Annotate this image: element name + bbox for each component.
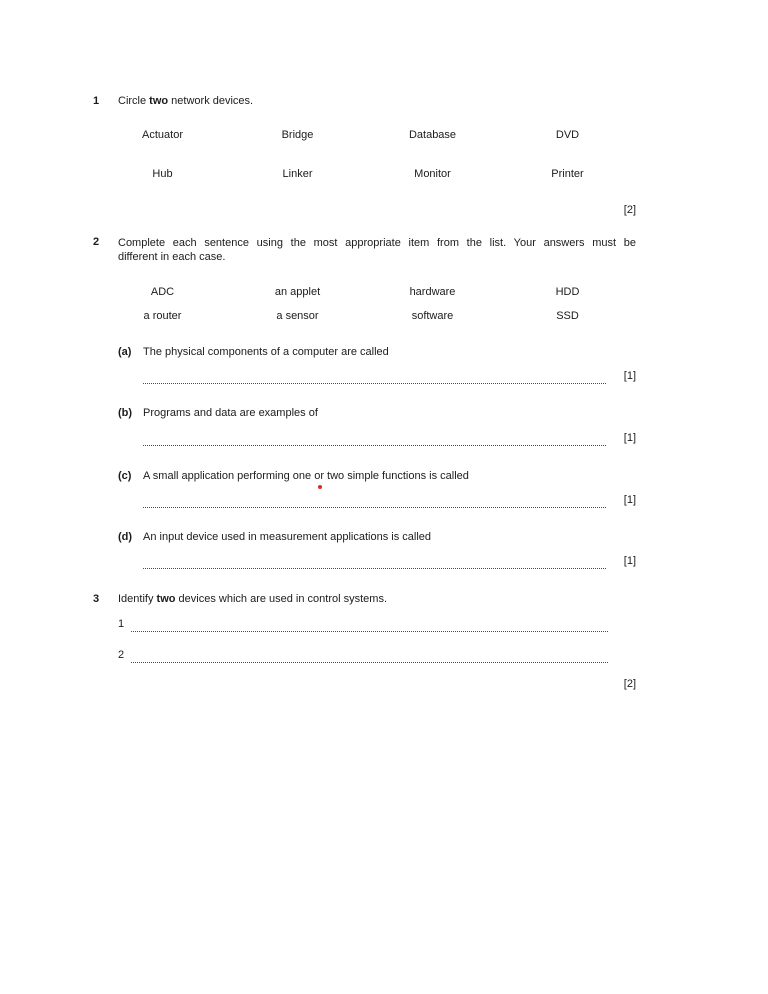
option-item: Linker xyxy=(282,168,313,180)
list-item: hardware xyxy=(409,286,456,298)
question-2a-marks-badge: [1] xyxy=(623,370,636,382)
question-2a-prompt xyxy=(118,346,638,359)
question-2-prompt xyxy=(93,236,636,264)
list-item: SSD xyxy=(556,310,579,322)
question-1-number: 1 xyxy=(93,95,100,107)
list-item: software xyxy=(411,310,454,322)
question-3-text xyxy=(118,593,387,606)
question-2-text xyxy=(118,236,636,264)
question-3-line-2-number: 2 xyxy=(118,649,125,661)
question-3-answer-line-1 xyxy=(131,618,608,632)
question-3-answer-row-1 xyxy=(118,618,608,631)
question-2b-text: Programs and data are examples of xyxy=(143,407,318,419)
question-3-line-1-number: 1 xyxy=(118,618,125,630)
question-2-list-row-2 xyxy=(95,310,635,323)
question-2d-label: (d) xyxy=(118,531,133,543)
question-1-marks-badge: [2] xyxy=(623,204,636,216)
option-item: Actuator xyxy=(142,129,183,141)
option-item: Database xyxy=(408,129,457,141)
question-1-options-row-2 xyxy=(95,168,635,181)
question-2-text-line-1: Complete each sentence using the most appropriate item from the list. Your answers must be xyxy=(118,237,636,249)
question-3-text-bold: two xyxy=(156,593,176,605)
question-2d-answer-line xyxy=(143,555,606,569)
list-item: a sensor xyxy=(276,310,319,322)
question-2c-answer-line xyxy=(143,494,606,508)
question-2a-label: (a) xyxy=(118,346,132,358)
question-2b-marks-badge: [1] xyxy=(623,432,636,444)
question-3-marks-badge: [2] xyxy=(623,678,636,690)
question-1-prompt xyxy=(93,95,253,108)
question-2c-prompt xyxy=(118,470,638,483)
question-3-prompt xyxy=(93,593,387,606)
question-2d-marks-badge: [1] xyxy=(623,555,636,567)
list-item: an applet xyxy=(274,286,321,298)
option-item: DVD xyxy=(555,129,580,141)
question-2c-label: (c) xyxy=(118,470,132,482)
question-2-number: 2 xyxy=(93,236,100,248)
question-3-number: 3 xyxy=(93,593,100,605)
option-item: Printer xyxy=(551,168,584,180)
question-2b-answer-line xyxy=(143,432,606,446)
question-2d-text: An input device used in measurement applications is called xyxy=(143,531,431,543)
list-item: a router xyxy=(143,310,182,322)
question-2b-prompt xyxy=(118,407,638,420)
question-3-text-post: devices which are used in control systems. xyxy=(175,593,388,605)
question-1-text-post: network devices. xyxy=(168,95,254,107)
option-item: Monitor xyxy=(414,168,451,180)
list-item: HDD xyxy=(555,286,580,298)
question-2-text-line-2: different in each case. xyxy=(118,251,226,263)
question-1-text-bold: two xyxy=(149,95,169,107)
option-item: Bridge xyxy=(281,129,314,141)
question-2c-text: A small application performing one or two simple functions is called xyxy=(143,470,469,482)
question-1-text-pre: Circle xyxy=(118,95,150,107)
option-item: Hub xyxy=(152,168,173,180)
question-2a-answer-line xyxy=(143,370,606,384)
question-1-options-row-1 xyxy=(95,129,635,142)
question-3-answer-row-2 xyxy=(118,649,608,662)
question-2a-text: The physical components of a computer are called xyxy=(143,346,389,358)
question-2c-marks-badge: [1] xyxy=(623,494,636,506)
question-3-text-pre: Identify xyxy=(118,593,157,605)
list-item: ADC xyxy=(150,286,175,298)
question-2-list-row-1 xyxy=(95,286,635,299)
question-2d-prompt xyxy=(118,531,638,544)
red-dot-annotation xyxy=(318,485,322,489)
question-2b-label: (b) xyxy=(118,407,133,419)
question-1-text xyxy=(118,95,253,108)
question-3-answer-line-2 xyxy=(131,649,608,663)
